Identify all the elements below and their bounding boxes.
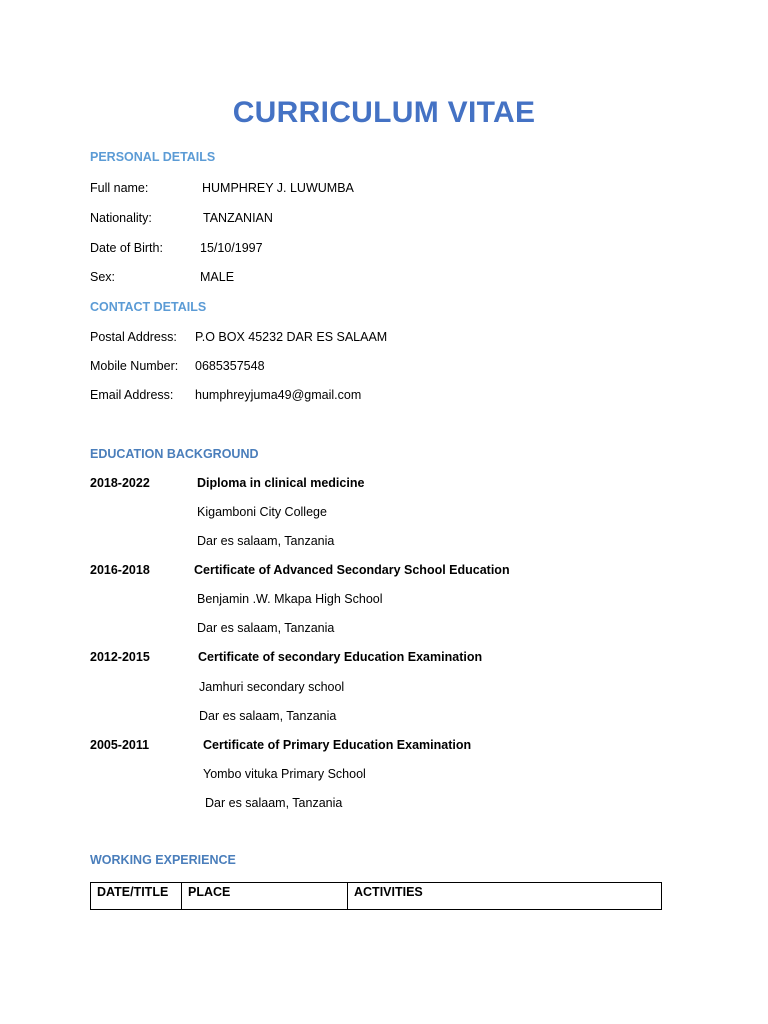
education-award: Certificate of Primary Education Examination bbox=[203, 738, 472, 752]
email-address-label: Email Address: bbox=[90, 388, 174, 402]
email-address-value[interactable]: humphreyjuma49@gmail.com bbox=[195, 388, 362, 402]
nationality-label: Nationality: bbox=[90, 211, 152, 225]
education-years: 2005-2011 bbox=[90, 738, 150, 752]
document-title: CURRICULUM VITAE bbox=[232, 96, 536, 129]
sex-value: MALE bbox=[200, 270, 235, 284]
column-header-place: PLACE bbox=[182, 883, 348, 910]
dob-value: 15/10/1997 bbox=[200, 241, 263, 255]
education-school: Benjamin .W. Mkapa High School bbox=[197, 592, 383, 606]
sex-label: Sex: bbox=[90, 270, 116, 284]
education-award: Diploma in clinical medicine bbox=[197, 476, 365, 490]
mobile-number-label: Mobile Number: bbox=[90, 359, 179, 373]
personal-details-heading: PERSONAL DETAILS bbox=[90, 150, 216, 164]
education-school: Yombo vituka Primary School bbox=[203, 767, 366, 781]
full-name-value: HUMPHREY J. LUWUMBA bbox=[202, 181, 354, 195]
education-location: Dar es salaam, Tanzania bbox=[199, 709, 337, 723]
working-experience-table bbox=[90, 882, 662, 910]
education-location: Dar es salaam, Tanzania bbox=[205, 796, 343, 810]
column-header-date-title: DATE/TITLE bbox=[91, 883, 182, 910]
table-header-row bbox=[91, 883, 662, 910]
education-heading: EDUCATION BACKGROUND bbox=[90, 447, 259, 461]
postal-address-value: P.O BOX 45232 DAR ES SALAAM bbox=[195, 330, 388, 344]
postal-address-label: Postal Address: bbox=[90, 330, 177, 344]
education-award: Certificate of Advanced Secondary School Education bbox=[194, 563, 510, 577]
education-school: Jamhuri secondary school bbox=[199, 680, 345, 694]
column-header-activities: ACTIVITIES bbox=[348, 883, 662, 910]
education-location: Dar es salaam, Tanzania bbox=[197, 621, 335, 635]
education-years: 2016-2018 bbox=[90, 563, 150, 577]
full-name-label: Full name: bbox=[90, 181, 149, 195]
education-location: Dar es salaam, Tanzania bbox=[197, 534, 335, 548]
dob-label: Date of Birth: bbox=[90, 241, 163, 255]
education-award: Certificate of secondary Education Examination bbox=[198, 650, 483, 664]
education-years: 2018-2022 bbox=[90, 476, 150, 490]
education-years: 2012-2015 bbox=[90, 650, 150, 664]
education-school: Kigamboni City College bbox=[197, 505, 327, 519]
nationality-value: TANZANIAN bbox=[203, 211, 273, 225]
mobile-number-value: 0685357548 bbox=[195, 359, 265, 373]
contact-details-heading: CONTACT DETAILS bbox=[90, 300, 207, 314]
working-experience-heading: WORKING EXPERIENCE bbox=[90, 853, 236, 867]
